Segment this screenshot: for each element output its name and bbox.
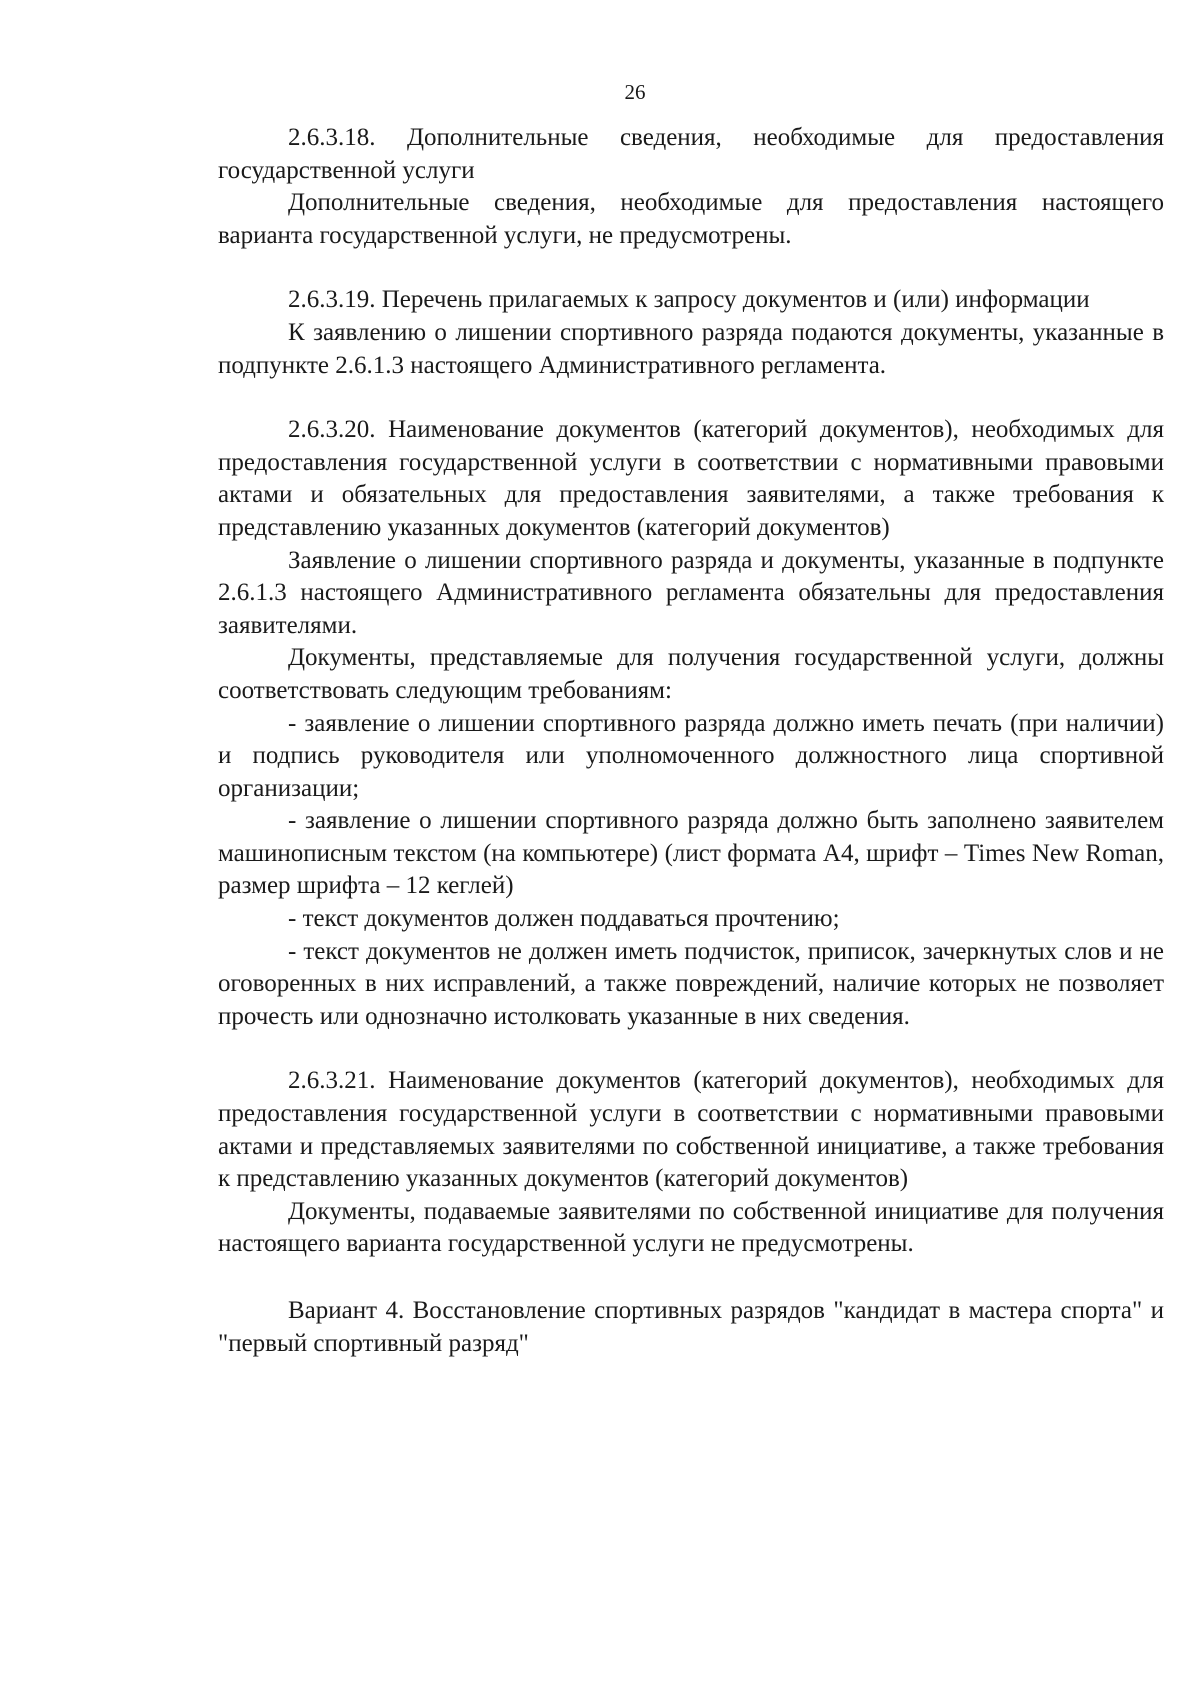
section-heading-2-6-3-21: 2.6.3.21. Наименование документов (категорий документов), необходимых для предоставления государственной услуги в соответствии с нормативными правовыми актами и представляемых заявителями по собственной инициативе, а также требования к представлению указанных документов (категорий документов) <box>218 1067 1164 1193</box>
variant-heading: Вариант 4. Восстановление спортивных разрядов "кандидат в мастера спорта" и "первый спортивный разряд" <box>218 1297 1164 1357</box>
section-heading-2-6-3-20: 2.6.3.20. Наименование документов (категорий документов), необходимых для предоставления государственной услуги в соответствии с нормативными правовыми актами и обязательных для предоставления заявителями, а также требования к представлению указанных документов (категорий документов) <box>218 416 1164 541</box>
list-item: - заявление о лишении спортивного разряда должно быть заполнено заявителем машинописным текстом (на компьютере) (лист формата А4, шрифт – Times New Roman, размер шрифта – 12 кеглей) <box>218 807 1164 900</box>
list-item: - текст документов должен поддаваться прочтению; <box>288 905 840 933</box>
list-item: - заявление о лишении спортивного разряда должно иметь печать (при наличии) и подпись руководителя или уполномоченного должностного лица спортивной организации; <box>218 709 1164 802</box>
section-heading-2-6-3-18: 2.6.3.18. Дополнительные сведения, необходимые для предоставления государственной услуги <box>218 124 1164 184</box>
document-body <box>218 122 1164 1360</box>
paragraph: Документы, подаваемые заявителями по собственной инициативе для получения настоящего варианта государственной услуги не предусмотрены. <box>218 1197 1164 1258</box>
list-item: - текст документов не должен иметь подчисток, приписок, зачеркнутых слов и не оговоренных в них исправлений, а также повреждений, наличие которых не позволяет прочесть или однозначно истолковать указанные в них сведения. <box>218 937 1164 1030</box>
paragraph: К заявлению о лишении спортивного разряда подаются документы, указанные в подпункте 2.6.1.3 настоящего Административного регламента. <box>218 318 1164 379</box>
paragraph: Дополнительные сведения, необходимые для предоставления настоящего варианта государственной услуги, не предусмотрены. <box>218 189 1164 249</box>
paragraph: Документы, представляемые для получения государственной услуги, должны соответствовать следующим требованиям: <box>218 644 1164 704</box>
paragraph: Заявление о лишении спортивного разряда и документы, указанные в подпункте 2.6.1.3 настоящего Административного регламента обязательны для предоставления заявителями. <box>218 546 1164 639</box>
page-number: 26 <box>624 80 646 104</box>
section-heading-2-6-3-19: 2.6.3.19. Перечень прилагаемых к запросу документов и (или) информации <box>288 286 1090 314</box>
